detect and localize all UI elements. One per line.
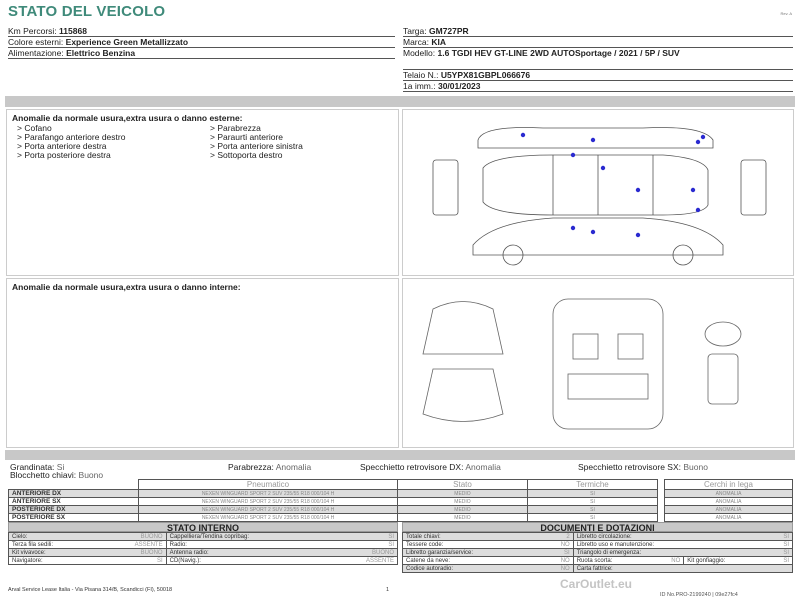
kv-row	[403, 533, 793, 541]
info-label: Km Percorsi:	[8, 26, 57, 36]
kv-value: BUONO	[331, 549, 397, 557]
value: Buono	[78, 470, 104, 480]
footer-address: Arval Service Lease Italia - Via Pisana 314/B, Scandicci (FI), 50018	[8, 587, 173, 593]
rim-table	[664, 479, 793, 522]
kv-row	[403, 549, 793, 557]
info-label: Telaio N.:	[403, 70, 439, 80]
kv-label: Radio:	[166, 541, 331, 549]
kv-value: ASSENTE	[100, 541, 166, 549]
tire-table	[8, 479, 658, 522]
header-pneumatico: Pneumatico	[139, 480, 398, 490]
kv-value: SI	[769, 533, 792, 541]
kv-value: NO	[654, 557, 684, 565]
kv-row	[9, 541, 398, 549]
damage-marker	[701, 135, 705, 139]
kv-label: Triangolo di emergenza:	[573, 549, 769, 557]
parabrezza-status	[228, 462, 311, 472]
label: Specchietto retrovisore DX:	[360, 462, 464, 472]
exterior-damage-panel	[6, 109, 399, 276]
damage-marker	[636, 188, 640, 192]
tire-position: ANTERIORE SX	[9, 498, 139, 506]
stato-interno-title: STATO INTERNO	[8, 522, 398, 532]
damage-marker	[591, 138, 595, 142]
rim-row	[665, 498, 793, 506]
rim-status: ANOMALIA	[665, 490, 793, 498]
kv-label: Cappelliera/Tendina copribag:	[166, 533, 331, 541]
kv-label: Kit vivavoce:	[9, 549, 100, 557]
kv-label: Tessere code:	[403, 541, 544, 549]
label: Grandinata:	[10, 462, 55, 472]
kv-value	[769, 565, 792, 573]
kv-row	[403, 565, 793, 573]
kv-label: Libretto garanzia/service:	[403, 549, 544, 557]
interior-front-view	[423, 302, 503, 355]
tire-position: POSTERIORE SX	[9, 514, 139, 522]
kv-label: Catene da neve:	[403, 557, 544, 565]
interior-title: Anomalie da normale usura,extra usura o danno interne:	[12, 282, 241, 292]
info-label: Colore esterni:	[8, 37, 64, 47]
kv-row	[9, 549, 398, 557]
kv-row	[9, 557, 398, 565]
damage-marker	[696, 140, 700, 144]
info-value: 115868	[59, 26, 87, 36]
damage-marker	[691, 188, 695, 192]
page-number: 1	[386, 587, 390, 593]
damage-item: > Paraurti anteriore	[210, 132, 283, 142]
value: Anomalia	[275, 462, 312, 472]
kv-value: NO	[543, 557, 573, 565]
kv-value: SI	[100, 557, 166, 565]
kv-value: BUONO	[100, 549, 166, 557]
tire-stato: MEDIO	[398, 498, 528, 506]
car-top-view-outline	[478, 128, 713, 149]
vehicle-info-left	[8, 26, 395, 59]
kv-label: Totale chiavi:	[403, 533, 544, 541]
interior-plan-view	[553, 299, 663, 429]
kv-label: Carta fattrice:	[573, 565, 769, 573]
header-termiche: Termiche	[528, 480, 658, 490]
page-title: STATO DEL VEICOLO	[8, 3, 166, 20]
car-front-view	[433, 160, 458, 215]
specchietto-dx-status	[360, 462, 501, 472]
label: Parabrezza:	[228, 462, 274, 472]
value: Anomalia	[465, 462, 501, 472]
steering-wheel	[705, 322, 741, 346]
header-cerchi: Cerchi in lega	[665, 480, 793, 490]
kv-value: SI	[543, 549, 573, 557]
car-side-view-outline	[473, 218, 723, 255]
damage-item: > Parabrezza	[210, 123, 261, 133]
info-row	[403, 81, 793, 92]
tire-model: NEXEN WINGUARD SPORT 2 SUV 235/55 R18 000/104 H	[139, 490, 398, 498]
vehicle-info-right	[403, 26, 793, 92]
info-label: Targa:	[403, 26, 427, 36]
car-rear-view	[741, 160, 766, 215]
kv-value: SI	[769, 541, 792, 549]
kv-value: BUONO	[100, 533, 166, 541]
tire-position: ANTERIORE DX	[9, 490, 139, 498]
rim-status: ANOMALIA	[665, 514, 793, 522]
tire-stato: MEDIO	[398, 514, 528, 522]
damage-item: > Porta anteriore sinistra	[210, 141, 303, 151]
exterior-list-2	[210, 124, 303, 160]
stato-interno-section	[8, 522, 398, 565]
tire-row	[9, 490, 658, 498]
tire-termiche: SI	[528, 514, 658, 522]
tire-stato: MEDIO	[398, 506, 528, 514]
info-value: Elettrico Benzina	[66, 48, 136, 58]
tire-termiche: SI	[528, 506, 658, 514]
kv-label: Ruota scorta:	[573, 557, 654, 565]
kv-row	[403, 541, 793, 549]
info-value: 30/01/2023	[437, 81, 481, 91]
damage-item: > Sottoporta destro	[210, 150, 283, 160]
rim-status: ANOMALIA	[665, 506, 793, 514]
document-id: ID No.PRO-2199240 | 09e27fc4	[660, 592, 738, 598]
kv-label: Codice autoradio:	[403, 565, 544, 573]
rim-status: ANOMALIA	[665, 498, 793, 506]
divider-bar	[5, 96, 795, 107]
tire-row	[9, 514, 658, 522]
documenti-section	[402, 522, 793, 573]
info-row	[403, 26, 793, 37]
kv-value: 2	[543, 533, 573, 541]
tire-termiche: SI	[528, 490, 658, 498]
kv-label: Cielo:	[9, 533, 100, 541]
info-row	[8, 26, 395, 37]
info-value: Experience Green Metallizzato	[65, 37, 189, 47]
kv-label: Libretto circolazione:	[573, 533, 769, 541]
info-value: KIA	[431, 37, 446, 47]
exterior-title: Anomalie da normale usura,extra usura o danno esterne:	[12, 113, 243, 123]
kv-value: SI	[331, 541, 397, 549]
exterior-diagram	[402, 109, 794, 276]
value: Si	[56, 462, 65, 472]
tire-position: POSTERIORE DX	[9, 506, 139, 514]
documenti-title: DOCUMENTI E DOTAZIONI	[402, 522, 793, 532]
damage-marker	[591, 230, 595, 234]
tire-model: NEXEN WINGUARD SPORT 2 SUV 235/55 R18 000/104 H	[139, 514, 398, 522]
info-value: GM727PR	[429, 26, 469, 36]
info-label: Marca:	[403, 37, 429, 47]
info-row	[403, 70, 793, 81]
tire-model: NEXEN WINGUARD SPORT 2 SUV 235/55 R18 000/104 H	[139, 498, 398, 506]
exterior-list-1	[17, 124, 125, 160]
tire-termiche: SI	[528, 498, 658, 506]
kv-label: Navigatore:	[9, 557, 100, 565]
info-label: Modello:	[403, 48, 436, 58]
kv-value: ASSENTE	[331, 557, 397, 565]
damage-item: > Porta anteriore destra	[17, 141, 107, 151]
specchietto-sx-status	[578, 462, 708, 472]
damage-marker	[636, 233, 640, 237]
rim-row	[665, 506, 793, 514]
info-row	[403, 48, 793, 70]
rim-row	[665, 490, 793, 498]
kv-value: SI	[331, 533, 397, 541]
revision: Rev. A	[780, 11, 792, 16]
damage-marker	[601, 166, 605, 170]
info-value: 1.6 TGDI HEV GT-LINE 2WD AUTOSportage / 2021 / 5P / SUV	[437, 48, 680, 58]
kv-label: Terza fila sedili:	[9, 541, 100, 549]
info-label: Alimentazione:	[8, 48, 64, 58]
kv-row	[9, 533, 398, 541]
kv-label: Antenna radio:	[166, 549, 331, 557]
kv-value: NO	[543, 565, 573, 573]
damage-item: > Cofano	[17, 123, 52, 133]
damage-marker	[521, 133, 525, 137]
tire-stato: MEDIO	[398, 490, 528, 498]
watermark-logo: CarOutlet.eu	[560, 577, 633, 591]
dashboard-view	[708, 354, 738, 404]
interior-rear-view	[423, 369, 503, 422]
rim-row	[665, 514, 793, 522]
interior-diagram	[402, 278, 794, 448]
info-row	[403, 37, 793, 48]
damage-marker	[571, 153, 575, 157]
kv-label: Libretto uso e manutenzione:	[573, 541, 769, 549]
kv-label: CD(Navig.):	[166, 557, 331, 565]
label: Blocchetto chiavi:	[10, 470, 77, 480]
info-value: U5YPX81GBPL066676	[440, 70, 531, 80]
car-plan-outline	[483, 155, 708, 215]
tire-row	[9, 498, 658, 506]
damage-item: > Porta posteriore destra	[17, 150, 111, 160]
info-row	[8, 37, 395, 48]
kv-label: Kit gonfiaggio:	[684, 557, 769, 565]
header-stato: Stato	[398, 480, 528, 490]
kv-value: SI	[769, 549, 792, 557]
interior-damage-panel	[6, 278, 399, 448]
label: Specchietto retrovisore SX:	[578, 462, 681, 472]
kv-value: NO	[543, 541, 573, 549]
divider-bar	[5, 450, 795, 460]
tire-model: NEXEN WINGUARD SPORT 2 SUV 235/55 R18 000/104 H	[139, 506, 398, 514]
damage-marker	[696, 208, 700, 212]
damage-marker	[571, 226, 575, 230]
info-label: 1a imm.:	[403, 81, 436, 91]
tire-row	[9, 506, 658, 514]
info-row	[8, 48, 395, 59]
damage-item: > Parafango anteriore destro	[17, 132, 126, 142]
kv-row	[403, 557, 793, 565]
kv-value: SI	[769, 557, 792, 565]
value: Buono	[683, 462, 708, 472]
